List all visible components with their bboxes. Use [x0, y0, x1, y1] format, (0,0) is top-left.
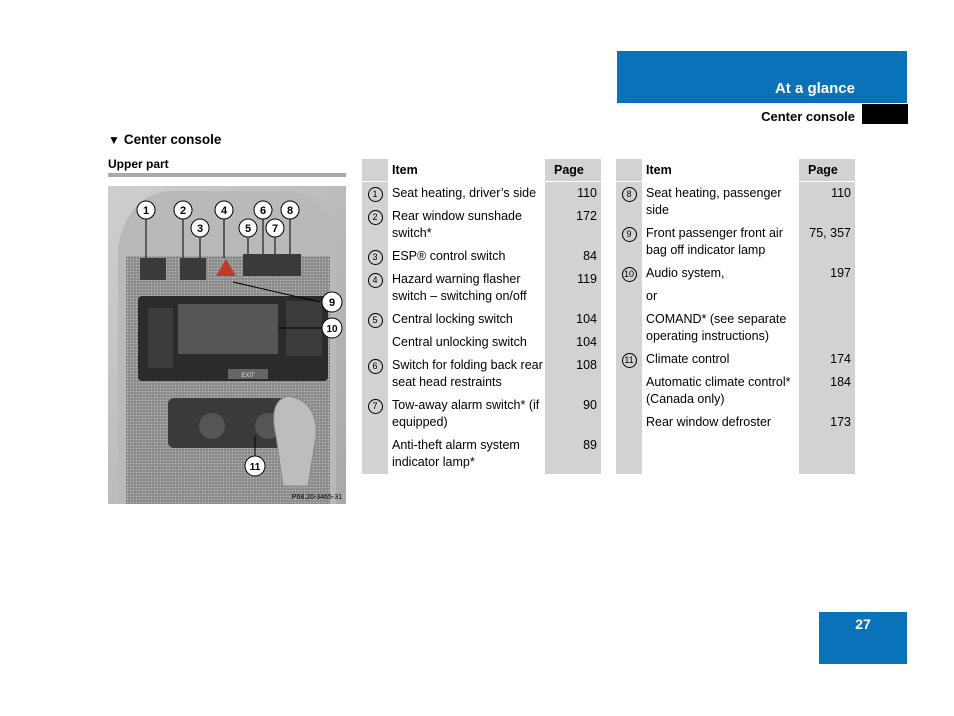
row-page: 89 — [545, 434, 601, 474]
filler-cell — [642, 434, 799, 474]
callout-4 — [215, 201, 233, 219]
table-row — [362, 434, 601, 474]
svg-text:6: 6 — [259, 205, 267, 217]
items-table-right — [616, 159, 855, 474]
row-number-cell — [362, 308, 388, 331]
items-table-left — [362, 159, 601, 474]
filler-cell — [616, 434, 642, 474]
row-item: Seat heating, passenger side — [642, 182, 799, 223]
num-header — [616, 159, 642, 182]
row-item: Automatic climate control* (Canada only) — [642, 371, 799, 411]
row-number: 7 — [368, 399, 383, 414]
svg-text:3: 3 — [196, 223, 204, 235]
row-item: Hazard warning flasher switch – switching on/off — [388, 268, 545, 308]
triangle-down-icon: ▼ — [108, 133, 120, 147]
row-number-cell — [362, 268, 388, 308]
table-row — [362, 205, 601, 245]
row-number: 4 — [368, 273, 383, 288]
row-item: Switch for folding back rear seat head restraints — [388, 354, 545, 394]
row-number: 5 — [368, 313, 383, 328]
header-banner — [617, 51, 907, 103]
item-header: Item — [388, 159, 545, 182]
row-number-cell — [616, 308, 642, 348]
table-header-row — [362, 159, 601, 182]
row-page: 197 — [799, 262, 855, 285]
svg-text:9: 9 — [328, 297, 336, 309]
row-page: 108 — [545, 354, 601, 394]
row-item: Climate control — [642, 348, 799, 371]
row-page: 110 — [799, 182, 855, 223]
row-page — [799, 285, 855, 308]
page-number: 27 — [855, 616, 871, 632]
header-subtitle: Center console — [761, 109, 855, 124]
row-page: 173 — [799, 411, 855, 434]
table-row — [616, 182, 855, 223]
callout-10 — [322, 318, 342, 338]
filler-cell — [799, 434, 855, 474]
section-heading — [108, 132, 221, 147]
callout-6 — [254, 201, 272, 219]
row-page: 90 — [545, 394, 601, 434]
row-number-cell — [362, 205, 388, 245]
row-item: Rear window defroster — [642, 411, 799, 434]
row-page: 104 — [545, 308, 601, 331]
row-page: 174 — [799, 348, 855, 371]
row-item: Anti-theft alarm system indicator lamp* — [388, 434, 545, 474]
page-header: Page — [545, 159, 601, 182]
row-page: 104 — [545, 331, 601, 354]
row-number-cell — [362, 331, 388, 354]
svg-text:4: 4 — [220, 205, 228, 217]
row-number-cell — [616, 285, 642, 308]
row-number: 1 — [368, 187, 383, 202]
row-page: 75, 357 — [799, 222, 855, 262]
center-console-figure — [108, 186, 346, 504]
callout-7 — [266, 219, 284, 237]
header-title: At a glance — [774, 80, 855, 97]
row-page: 119 — [545, 268, 601, 308]
table-row — [362, 245, 601, 268]
section-tab-marker — [862, 104, 908, 124]
subsection-rule — [108, 173, 346, 177]
table-row — [616, 222, 855, 262]
row-number-cell — [362, 394, 388, 434]
table-row — [362, 308, 601, 331]
row-page: 110 — [545, 182, 601, 206]
row-number-cell — [616, 348, 642, 371]
row-number-cell — [616, 182, 642, 223]
svg-text:10: 10 — [326, 324, 338, 335]
row-page: 84 — [545, 245, 601, 268]
callout-1 — [137, 201, 155, 219]
svg-text:11: 11 — [249, 462, 261, 473]
row-item: Audio system, — [642, 262, 799, 285]
callout-5 — [239, 219, 257, 237]
row-number: 2 — [368, 210, 383, 225]
svg-text:2: 2 — [179, 205, 187, 217]
figure-code: P68.20-3465-31 — [291, 494, 342, 501]
num-header — [362, 159, 388, 182]
row-item: Tow-away alarm switch* (if equipped) — [388, 394, 545, 434]
row-item: or — [642, 285, 799, 308]
row-number: 3 — [368, 250, 383, 265]
row-number: 8 — [622, 187, 637, 202]
table-row — [362, 331, 601, 354]
table-header-row — [616, 159, 855, 182]
subsection-label: Upper part — [108, 157, 169, 171]
row-number-cell — [362, 182, 388, 206]
row-number-cell — [616, 371, 642, 411]
eject-label: EXIT — [241, 373, 255, 379]
row-item: Rear window sunshade switch* — [388, 205, 545, 245]
svg-text:5: 5 — [244, 223, 252, 235]
svg-text:8: 8 — [286, 205, 294, 217]
item-header: Item — [642, 159, 799, 182]
svg-text:7: 7 — [271, 223, 279, 235]
table-filler-row — [616, 434, 855, 474]
climate-knob-left — [199, 413, 225, 439]
row-number-cell — [616, 222, 642, 262]
page-number-box — [819, 612, 907, 664]
section-heading-text: Center console — [123, 132, 222, 147]
table-row — [616, 371, 855, 411]
page-header: Page — [799, 159, 855, 182]
table-row — [362, 354, 601, 394]
row-number-cell — [362, 245, 388, 268]
row-item: Front passenger front air bag off indicator lamp — [642, 222, 799, 262]
callout-8 — [281, 201, 299, 219]
audio-display — [178, 304, 278, 354]
audio-left-buttons — [148, 308, 173, 368]
table-row — [616, 348, 855, 371]
callout-2 — [174, 201, 192, 219]
row-page — [799, 308, 855, 348]
svg-text:1: 1 — [142, 205, 150, 217]
row-number: 10 — [622, 267, 637, 282]
table-row — [362, 182, 601, 206]
row-item: ESP® control switch — [388, 245, 545, 268]
table-row — [362, 268, 601, 308]
row-number-cell — [362, 434, 388, 474]
table-row — [616, 262, 855, 285]
row-item: Central locking switch — [388, 308, 545, 331]
table-row — [362, 394, 601, 434]
row-item: Seat heating, driver’s side — [388, 182, 545, 206]
row-number: 11 — [622, 353, 637, 368]
table-row — [616, 308, 855, 348]
callout-3 — [191, 219, 209, 237]
row-number: 6 — [368, 359, 383, 374]
row-number-cell — [362, 354, 388, 394]
table-row — [616, 411, 855, 434]
row-item: COMAND* (see separate operating instructions) — [642, 308, 799, 348]
row-page: 172 — [545, 205, 601, 245]
row-number-cell — [616, 262, 642, 285]
callout-11 — [245, 456, 265, 476]
row-number: 9 — [622, 227, 637, 242]
row-number-cell — [616, 411, 642, 434]
callout-9 — [322, 292, 342, 312]
row-page: 184 — [799, 371, 855, 411]
row-item: Central unlocking switch — [388, 331, 545, 354]
table-row — [616, 285, 855, 308]
